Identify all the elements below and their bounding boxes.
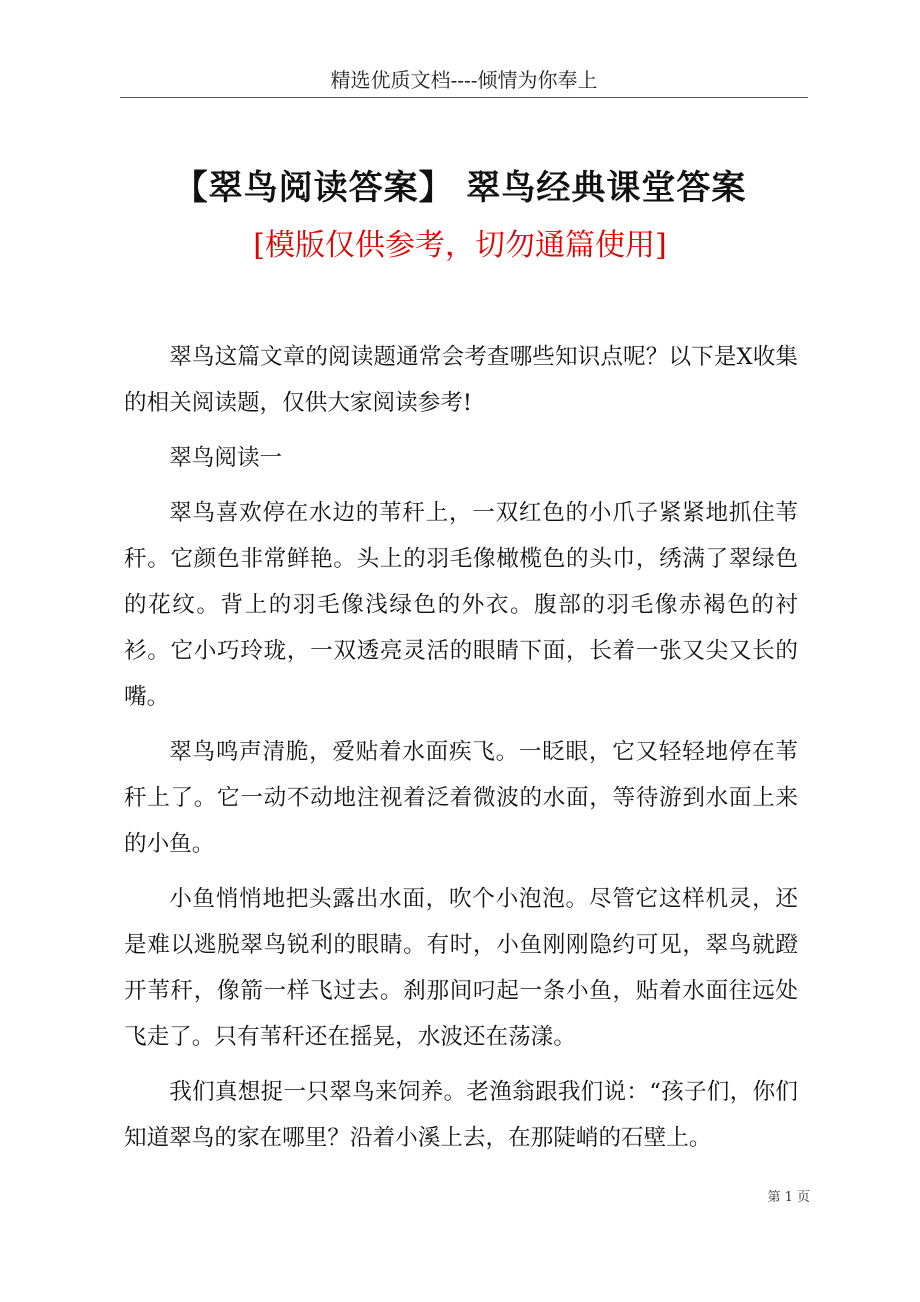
section-heading: 翠鸟阅读一 xyxy=(169,445,283,471)
paragraph-fisherman: 我们真想捉一只翠鸟来饲养。老渔翁跟我们说：“孩子们，你们知道翠鸟的家在哪里？沿着小溪上去，在那陡峭的石壁上。 xyxy=(124,1079,798,1151)
page-header: 精选优质文档----倾情为你奉上 xyxy=(330,68,598,92)
paragraph-catch-fish: 小鱼悄悄地把头露出水面，吹个小泡泡。尽管它这样机灵，还是难以逃脱翠鸟锐利的眼睛。有时，小鱼刚刚隐约可见，翠鸟就蹬开苇秆，像箭一样飞过去。刹那间叼起一条小鱼，贴着水面往远处飞走了。只有苇秆还在摇晃，水波还在荡漾。 xyxy=(124,886,798,1050)
document-body xyxy=(124,334,798,1170)
paragraph-description: 翠鸟喜欢停在水边的苇秆上，一双红色的小爪子紧紧地抓住苇秆。它颜色非常鲜艳。头上的羽毛像橄榄色的头巾，绣满了翠绿色的花纹。背上的羽毛像浅绿色的外衣。腹部的羽毛像赤褐色的衬衫。它小巧玲珑，一双透亮灵活的眼睛下面，长着一张又尖又长的嘴。 xyxy=(124,500,798,710)
document-subtitle: [模版仅供参考，切勿通篇使用] xyxy=(253,228,667,263)
page-number: 第 1 页 xyxy=(767,1190,810,1205)
paragraph-flight: 翠鸟鸣声清脆，爱贴着水面疾飞。一眨眼，它又轻轻地停在苇秆上了。它一动不动地注视着泛着微波的水面，等待游到水面上来的小鱼。 xyxy=(124,739,798,857)
document-title: 【翠鸟阅读答案】 翠鸟经典课堂答案 xyxy=(173,168,747,208)
paragraph-intro: 翠鸟这篇文章的阅读题通常会考查哪些知识点呢？以下是X收集的相关阅读题，仅供大家阅读参考! xyxy=(124,344,798,416)
header-divider xyxy=(120,97,808,98)
